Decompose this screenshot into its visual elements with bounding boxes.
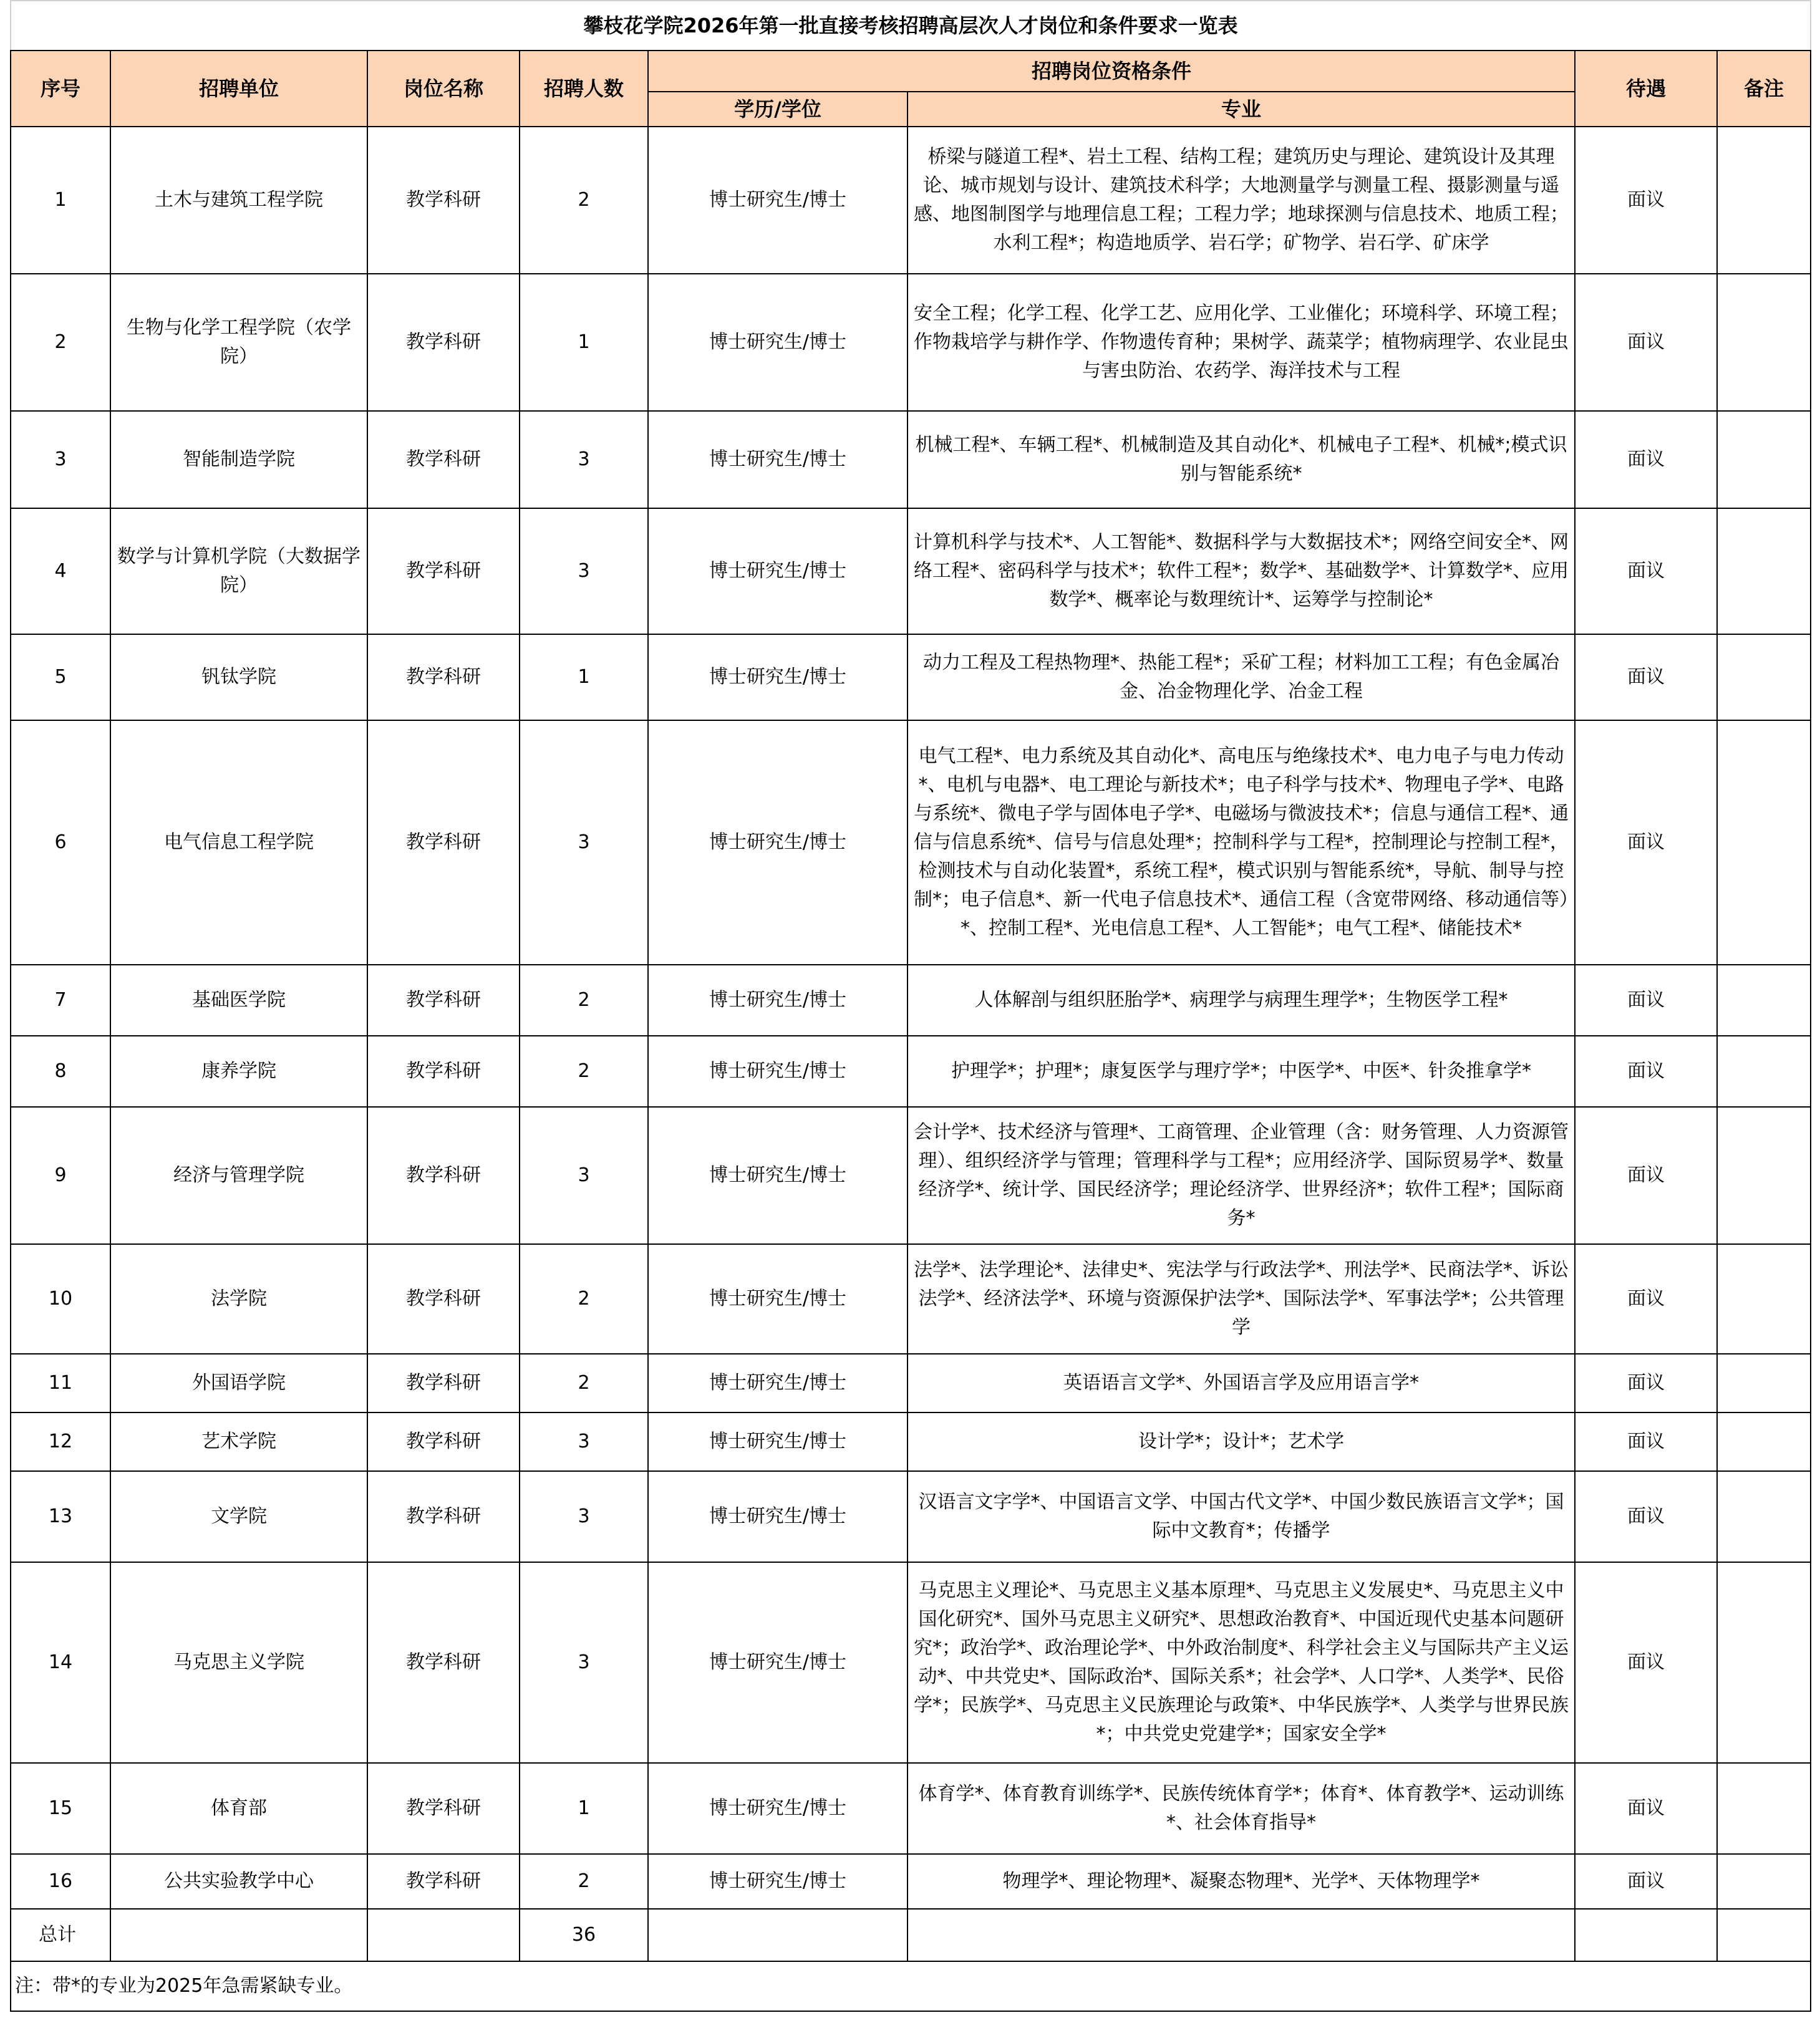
- cell-post: 教学科研: [367, 1244, 520, 1354]
- total-count: 36: [520, 1909, 648, 1961]
- cell-remark: [1717, 1354, 1811, 1412]
- cell-remark: [1717, 1107, 1811, 1244]
- cell-index: 10: [11, 1244, 110, 1354]
- page-title: 攀枝花学院2026年第一批直接考核招聘高层次人才岗位和条件要求一览表: [11, 1, 1811, 51]
- cell-post: 教学科研: [367, 1763, 520, 1854]
- cell-count: 2: [520, 1354, 648, 1412]
- cell-count: 3: [520, 1107, 648, 1244]
- cell-education: 博士研究生/博士: [648, 508, 908, 634]
- cell-index: 3: [11, 411, 110, 508]
- cell-post: 教学科研: [367, 634, 520, 720]
- cell-education: 博士研究生/博士: [648, 411, 908, 508]
- cell-unit: 基础医学院: [110, 965, 367, 1036]
- cell-salary: 面议: [1575, 508, 1717, 634]
- header-unit: 招聘单位: [110, 51, 367, 127]
- cell-salary: 面议: [1575, 411, 1717, 508]
- cell-salary: 面议: [1575, 1036, 1717, 1107]
- cell-remark: [1717, 720, 1811, 965]
- table-row: [11, 1471, 1811, 1562]
- cell-salary: 面议: [1575, 1562, 1717, 1763]
- cell-major: 汉语言文字学*、中国语言文学、中国古代文学*、中国少数民族语言文学*；国际中文教育*；传播学: [908, 1471, 1575, 1562]
- total-empty-unit: [110, 1909, 367, 1961]
- cell-index: 1: [11, 127, 110, 274]
- cell-unit: 公共实验教学中心: [110, 1854, 367, 1909]
- total-empty-edu: [648, 1909, 908, 1961]
- cell-remark: [1717, 1763, 1811, 1854]
- cell-major: 桥梁与隧道工程*、岩土工程、结构工程；建筑历史与理论、建筑设计及其理论、城市规划与设计、建筑技术科学；大地测量学与测量工程、摄影测量与遥感、地图制图学与地理信息工程；工程力学；地球探测与信息技术、地质工程；水利工程*；构造地质学、岩石学；矿物学、岩石学、矿床学: [908, 127, 1575, 274]
- cell-remark: [1717, 508, 1811, 634]
- cell-education: 博士研究生/博士: [648, 1763, 908, 1854]
- cell-unit: 马克思主义学院: [110, 1562, 367, 1763]
- table-row: [11, 1854, 1811, 1909]
- header-education: 学历/学位: [648, 92, 908, 127]
- table-body: [11, 127, 1811, 1909]
- cell-post: 教学科研: [367, 127, 520, 274]
- cell-education: 博士研究生/博士: [648, 1471, 908, 1562]
- table-row: [11, 1244, 1811, 1354]
- cell-salary: 面议: [1575, 1763, 1717, 1854]
- cell-index: 4: [11, 508, 110, 634]
- cell-salary: 面议: [1575, 720, 1717, 965]
- table-row: [11, 508, 1811, 634]
- cell-post: 教学科研: [367, 1354, 520, 1412]
- total-label: 总计: [11, 1909, 110, 1961]
- cell-education: 博士研究生/博士: [648, 1854, 908, 1909]
- cell-education: 博士研究生/博士: [648, 274, 908, 411]
- cell-index: 14: [11, 1562, 110, 1763]
- cell-remark: [1717, 1562, 1811, 1763]
- table-row: [11, 411, 1811, 508]
- total-row: [11, 1909, 1811, 1961]
- cell-index: 13: [11, 1471, 110, 1562]
- table-row: [11, 1412, 1811, 1471]
- footnote: 注：带*的专业为2025年急需紧缺专业。: [11, 1961, 1811, 2011]
- cell-salary: 面议: [1575, 1244, 1717, 1354]
- table-row: [11, 1036, 1811, 1107]
- cell-salary: 面议: [1575, 634, 1717, 720]
- cell-count: 3: [520, 1471, 648, 1562]
- cell-education: 博士研究生/博士: [648, 1562, 908, 1763]
- cell-post: 教学科研: [367, 274, 520, 411]
- cell-index: 7: [11, 965, 110, 1036]
- cell-education: 博士研究生/博士: [648, 1036, 908, 1107]
- cell-unit: 文学院: [110, 1471, 367, 1562]
- cell-remark: [1717, 634, 1811, 720]
- cell-major: 会计学*、技术经济与管理*、工商管理、企业管理（含：财务管理、人力资源管理）、组织经济学与管理；管理科学与工程*；应用经济学、国际贸易学*、数量经济学*、统计学、国民经济学；理论经济学、世界经济*；软件工程*；国际商务*: [908, 1107, 1575, 1244]
- cell-salary: 面议: [1575, 1412, 1717, 1471]
- cell-education: 博士研究生/博士: [648, 1412, 908, 1471]
- cell-unit: 生物与化学工程学院（农学院）: [110, 274, 367, 411]
- cell-remark: [1717, 1036, 1811, 1107]
- cell-post: 教学科研: [367, 1562, 520, 1763]
- cell-index: 15: [11, 1763, 110, 1854]
- cell-education: 博士研究生/博士: [648, 1354, 908, 1412]
- cell-major: 体育学*、体育教育训练学*、民族传统体育学*；体育*、体育教学*、运动训练*、社会体育指导*: [908, 1763, 1575, 1854]
- cell-major: 物理学*、理论物理*、凝聚态物理*、光学*、天体物理学*: [908, 1854, 1575, 1909]
- table-row: [11, 1354, 1811, 1412]
- cell-count: 2: [520, 1854, 648, 1909]
- table-row: [11, 720, 1811, 965]
- cell-education: 博士研究生/博士: [648, 1107, 908, 1244]
- cell-unit: 土木与建筑工程学院: [110, 127, 367, 274]
- cell-major: 护理学*；护理*；康复医学与理疗学*；中医学*、中医*、针灸推拿学*: [908, 1036, 1575, 1107]
- cell-major: 计算机科学与技术*、人工智能*、数据科学与大数据技术*；网络空间安全*、网络工程*、密码科学与技术*；软件工程*；数学*、基础数学*、计算数学*、应用数学*、概率论与数理统计*、运筹学与控制论*: [908, 508, 1575, 634]
- total-empty-remark: [1717, 1909, 1811, 1961]
- cell-unit: 康养学院: [110, 1036, 367, 1107]
- cell-major: 设计学*；设计*；艺术学: [908, 1412, 1575, 1471]
- header-major: 专业: [908, 92, 1575, 127]
- cell-count: 1: [520, 274, 648, 411]
- cell-count: 3: [520, 1562, 648, 1763]
- recruitment-sheet: [10, 0, 1810, 2012]
- total-empty-post: [367, 1909, 520, 1961]
- cell-index: 6: [11, 720, 110, 965]
- cell-post: 教学科研: [367, 1471, 520, 1562]
- cell-count: 3: [520, 1412, 648, 1471]
- cell-remark: [1717, 1412, 1811, 1471]
- cell-major: 马克思主义理论*、马克思主义基本原理*、马克思主义发展史*、马克思主义中国化研究*、国外马克思主义研究*、思想政治教育*、中国近现代史基本问题研究*；政治学*、政治理论学*、中外政治制度*、科学社会主义与国际共产主义运动*、中共党史*、国际政治*、国际关系*；社会学*、人口学*、人类学*、民俗学*；民族学*、马克思主义民族理论与政策*、中华民族学*、人类学与世界民族*；中共党史党建学*；国家安全学*: [908, 1562, 1575, 1763]
- cell-major: 动力工程及工程热物理*、热能工程*；采矿工程；材料加工工程；有色金属冶金、冶金物理化学、冶金工程: [908, 634, 1575, 720]
- cell-count: 1: [520, 634, 648, 720]
- cell-remark: [1717, 1471, 1811, 1562]
- cell-education: 博士研究生/博士: [648, 965, 908, 1036]
- table-row: [11, 1763, 1811, 1854]
- header-post: 岗位名称: [367, 51, 520, 127]
- table-row: [11, 274, 1811, 411]
- cell-salary: 面议: [1575, 1354, 1717, 1412]
- header-salary: 待遇: [1575, 51, 1717, 127]
- cell-unit: 艺术学院: [110, 1412, 367, 1471]
- cell-count: 1: [520, 1763, 648, 1854]
- cell-major: 机械工程*、车辆工程*、机械制造及其自动化*、机械电子工程*、机械*;模式识别与智能系统*: [908, 411, 1575, 508]
- cell-count: 2: [520, 127, 648, 274]
- cell-unit: 智能制造学院: [110, 411, 367, 508]
- table-row: [11, 965, 1811, 1036]
- cell-remark: [1717, 411, 1811, 508]
- cell-salary: 面议: [1575, 274, 1717, 411]
- cell-post: 教学科研: [367, 1036, 520, 1107]
- cell-unit: 数学与计算机学院（大数据学院）: [110, 508, 367, 634]
- cell-salary: 面议: [1575, 1107, 1717, 1244]
- total-empty-salary: [1575, 1909, 1717, 1961]
- cell-index: 16: [11, 1854, 110, 1909]
- cell-education: 博士研究生/博士: [648, 127, 908, 274]
- header-remark: 备注: [1717, 51, 1811, 127]
- cell-unit: 体育部: [110, 1763, 367, 1854]
- table-row: [11, 127, 1811, 274]
- cell-index: 12: [11, 1412, 110, 1471]
- cell-post: 教学科研: [367, 720, 520, 965]
- cell-post: 教学科研: [367, 508, 520, 634]
- table-row: [11, 634, 1811, 720]
- table-row: [11, 1107, 1811, 1244]
- cell-remark: [1717, 1244, 1811, 1354]
- cell-remark: [1717, 274, 1811, 411]
- cell-count: 3: [520, 411, 648, 508]
- cell-index: 8: [11, 1036, 110, 1107]
- header-count: 招聘人数: [520, 51, 648, 127]
- header-index: 序号: [11, 51, 110, 127]
- cell-unit: 电气信息工程学院: [110, 720, 367, 965]
- cell-education: 博士研究生/博士: [648, 720, 908, 965]
- cell-post: 教学科研: [367, 1412, 520, 1471]
- cell-count: 3: [520, 720, 648, 965]
- cell-index: 11: [11, 1354, 110, 1412]
- cell-major: 电气工程*、电力系统及其自动化*、高电压与绝缘技术*、电力电子与电力传动*、电机与电器*、电工理论与新技术*；电子科学与技术*、物理电子学*、电路与系统*、微电子学与固体电子学*、电磁场与微波技术*；信息与通信工程*、通信与信息系统*、信号与信息处理*；控制科学与工程*，控制理论与控制工程*，检测技术与自动化装置*，系统工程*，模式识别与智能系统*，导航、制导与控制*；电子信息*、新一代电子信息技术*、通信工程（含宽带网络、移动通信等）*、控制工程*、光电信息工程*、人工智能*；电气工程*、储能技术*: [908, 720, 1575, 965]
- cell-remark: [1717, 1854, 1811, 1909]
- cell-index: 9: [11, 1107, 110, 1244]
- cell-salary: 面议: [1575, 127, 1717, 274]
- table-row: [11, 1562, 1811, 1763]
- cell-salary: 面议: [1575, 1854, 1717, 1909]
- cell-post: 教学科研: [367, 1854, 520, 1909]
- total-empty-major: [908, 1909, 1575, 1961]
- cell-salary: 面议: [1575, 965, 1717, 1036]
- recruitment-table: [10, 0, 1811, 2012]
- cell-unit: 外国语学院: [110, 1354, 367, 1412]
- cell-index: 5: [11, 634, 110, 720]
- cell-education: 博士研究生/博士: [648, 634, 908, 720]
- cell-major: 法学*、法学理论*、法律史*、宪法学与行政法学*、刑法学*、民商法学*、诉讼法学*、经济法学*、环境与资源保护法学*、国际法学*、军事法学*；公共管理学: [908, 1244, 1575, 1354]
- cell-education: 博士研究生/博士: [648, 1244, 908, 1354]
- cell-post: 教学科研: [367, 965, 520, 1036]
- cell-unit: 钒钛学院: [110, 634, 367, 720]
- cell-unit: 法学院: [110, 1244, 367, 1354]
- cell-major: 英语语言文学*、外国语言学及应用语言学*: [908, 1354, 1575, 1412]
- cell-remark: [1717, 127, 1811, 274]
- cell-salary: 面议: [1575, 1471, 1717, 1562]
- cell-post: 教学科研: [367, 1107, 520, 1244]
- cell-remark: [1717, 965, 1811, 1036]
- cell-major: 人体解剖与组织胚胎学*、病理学与病理生理学*；生物医学工程*: [908, 965, 1575, 1036]
- cell-post: 教学科研: [367, 411, 520, 508]
- cell-unit: 经济与管理学院: [110, 1107, 367, 1244]
- cell-major: 安全工程；化学工程、化学工艺、应用化学、工业催化；环境科学、环境工程；作物栽培学与耕作学、作物遗传育种；果树学、蔬菜学；植物病理学、农业昆虫与害虫防治、农药学、海洋技术与工程: [908, 274, 1575, 411]
- cell-count: 2: [520, 965, 648, 1036]
- cell-index: 2: [11, 274, 110, 411]
- header-requirements: 招聘岗位资格条件: [648, 51, 1575, 92]
- cell-count: 2: [520, 1036, 648, 1107]
- cell-count: 2: [520, 1244, 648, 1354]
- cell-count: 3: [520, 508, 648, 634]
